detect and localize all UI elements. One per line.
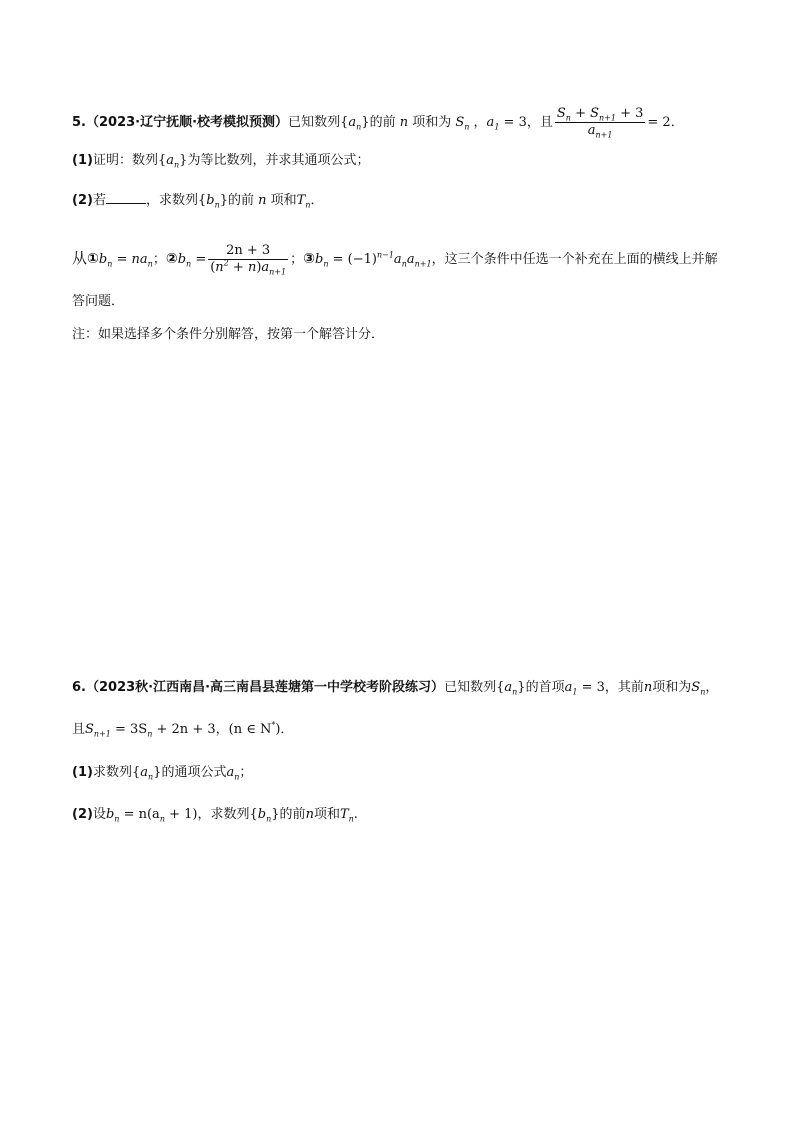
q5-conditions: 从$①b_n = na_n$；$②b_n$ = $\frac{2n + 3}{(n^2 + n)a_{n+1}}$ ；$③b_n = (-1)^{n-1}a_na_{n+1}$，这三个条件中任选一个补充在上面的横线上并解 <box>72 243 718 277</box>
q6-part2: (2)设$b_n = n(a_n + 1)$，求数列$\{b_n\}$的前n项和$T_n$. <box>72 807 358 824</box>
q5-stem: 5.（2023·辽宁抚顺·校考模拟预测）已知数列$\{a_n\}$的前 n 项和为 $S_n$ ，$a_1 = 3$，且 $\frac{S_n + S_{n+1} + 3}{a_{n+1}}$ = 2． <box>72 106 684 140</box>
q6-part1: (1)求数列$\{a_n\}$的通项公式$a_n$； <box>72 765 253 782</box>
q6-relation: 且$S_{n+1} = 3S_n + 2n + 3$，(n ∈ N*)． <box>72 720 294 739</box>
q5-part2: (2)若 ，求数列$\{b_n\}$的前 n 项和$T_n$． <box>72 193 324 210</box>
q6-source: （2023秋·江西南昌·高三南昌县莲塘第一中学校考阶段练习） <box>86 680 445 695</box>
q5-source: （2023·辽宁抚顺·校考模拟预测） <box>86 115 289 130</box>
q5-note: 注：如果选择多个条件分别解答，按第一个解答计分． <box>72 327 385 342</box>
q6-stem: 6.（2023秋·江西南昌·高三南昌县莲塘第一中学校考阶段练习）已知数列$\{a_n\}$的首项$a_1 = 3$，其前n项和为$S_n$， <box>72 680 719 697</box>
q5-conditions-cont: 答问题． <box>72 294 125 309</box>
q5-fraction: $\frac{S_n + S_{n+1} + 3}{a_{n+1}}$ <box>556 106 644 140</box>
circled-one: ① <box>87 251 99 267</box>
circled-three: ③ <box>303 251 315 267</box>
q6-number: 6 <box>72 680 82 695</box>
circled-two: ② <box>165 251 178 267</box>
answer-blank <box>106 191 146 204</box>
q5-part1: (1)证明：数列$\{a_n\}$为等比数列，并求其通项公式； <box>72 153 370 170</box>
q5-number: 5 <box>72 115 82 130</box>
condition2-fraction: $\frac{2n + 3}{(n^2 + n)a_{n+1}}$ <box>210 243 287 277</box>
